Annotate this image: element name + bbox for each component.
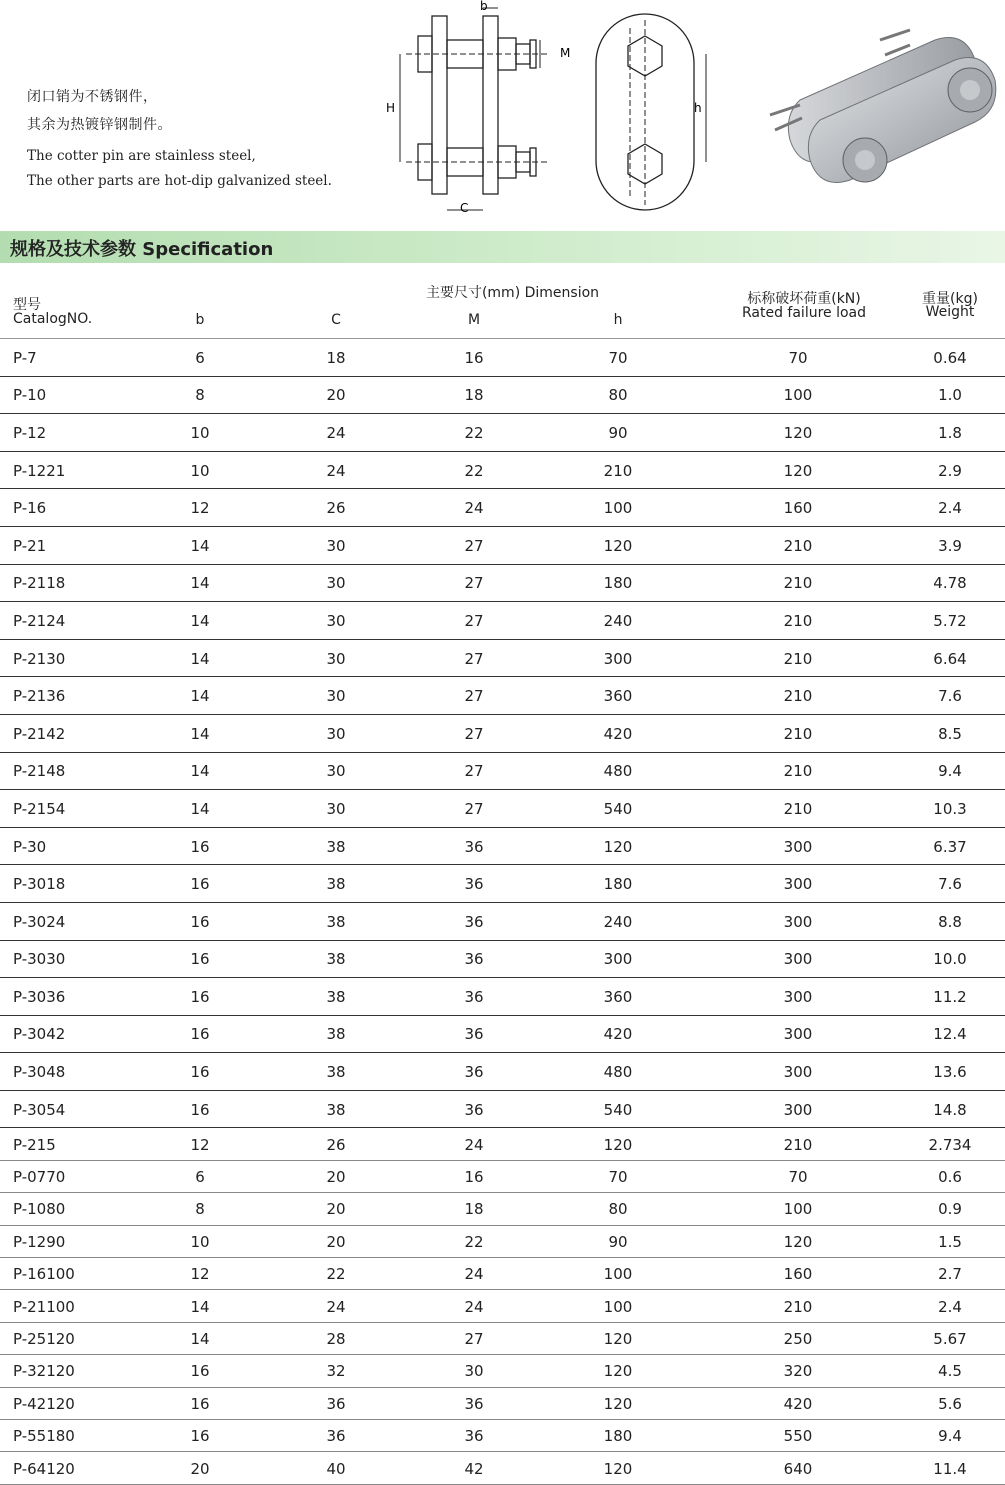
h-value: 70 [608,1168,628,1187]
table-row [0,602,1005,640]
h-value: 360 [603,987,633,1006]
header-c: C [331,312,341,328]
rated-load-value: 210 [783,724,813,743]
h-value: 120 [603,1394,633,1413]
weight-value: 0.64 [933,348,967,367]
catalog-no: P-2148 [13,762,66,781]
catalog-no: P-21100 [13,1297,75,1316]
h-value: 420 [603,1025,633,1044]
weight-value: 13.6 [933,1063,967,1082]
table-row [0,1355,1005,1387]
weight-value: 1.8 [938,423,962,442]
c-value: 20 [326,386,346,405]
note-cn-line-1: 闭口销为不锈钢件， [27,89,158,105]
b-value: 16 [190,1100,210,1119]
b-value: 6 [195,1168,205,1187]
rated-load-value: 300 [783,875,813,894]
catalog-no: P-12 [13,423,47,442]
m-value: 42 [464,1459,484,1478]
c-value: 30 [326,799,346,818]
catalog-no: P-21 [13,536,47,555]
catalog-no: P-3036 [13,987,66,1006]
rated-load-value: 300 [783,1100,813,1119]
rated-load-value: 160 [783,499,813,518]
catalog-no: P-2142 [13,724,66,743]
rated-load-value: 100 [783,1200,813,1219]
h-value: 180 [603,574,633,593]
c-value: 30 [326,536,346,555]
b-value: 14 [190,1330,210,1348]
header-dimension: 主要尺寸(mm) Dimension [425,285,600,301]
table-row [0,1420,1005,1452]
c-value: 38 [326,875,346,894]
catalog-no: P-42120 [13,1394,75,1413]
b-value: 14 [190,536,210,555]
header-weight-en: Weight [925,304,975,320]
table-row [0,489,1005,527]
table-row [0,1128,1005,1160]
h-value: 540 [603,1100,633,1119]
section-header-band [0,231,1005,263]
m-value: 36 [464,837,484,856]
catalog-no: P-3048 [13,1063,66,1082]
rated-load-value: 210 [783,1135,813,1154]
h-value: 120 [603,1135,633,1154]
c-value: 26 [326,1135,346,1154]
table-row [0,565,1005,603]
catalog-no: P-3042 [13,1025,66,1044]
b-value: 14 [190,687,210,706]
label-C: C [460,201,469,215]
weight-value: 0.9 [938,1200,962,1219]
rated-load-value: 550 [783,1427,813,1446]
table-row [0,1452,1005,1484]
weight-value: 12.4 [933,1025,967,1044]
label-h: h [694,101,702,115]
h-value: 420 [603,724,633,743]
m-value: 24 [464,1297,484,1316]
h-value: 210 [603,461,633,480]
m-value: 27 [464,649,484,668]
header-load-en: Rated failure load [741,305,867,321]
table-row [0,414,1005,452]
catalog-no: P-32120 [13,1362,75,1381]
c-value: 30 [326,687,346,706]
weight-value: 2.9 [938,461,962,480]
weight-value: 9.4 [938,762,962,781]
h-value: 90 [608,423,628,442]
b-value: 16 [190,1025,210,1044]
table-row [0,941,1005,979]
note-cn-line-2: 其余为热镀锌钢制件。 [27,117,172,133]
m-value: 24 [464,499,484,518]
b-value: 10 [190,423,210,442]
weight-value: 6.64 [933,649,967,668]
catalog-no: P-2130 [13,649,66,668]
rated-load-value: 100 [783,386,813,405]
h-value: 120 [603,1330,633,1348]
b-value: 14 [190,724,210,743]
weight-value: 9.4 [938,1427,962,1446]
rated-load-value: 210 [783,649,813,668]
m-value: 36 [464,875,484,894]
table-row [0,790,1005,828]
rated-load-value: 120 [783,461,813,480]
rated-load-value: 300 [783,837,813,856]
h-value: 100 [603,499,633,518]
b-value: 16 [190,912,210,931]
c-value: 40 [326,1459,346,1478]
label-b: b [480,0,488,13]
catalog-no: P-64120 [13,1459,75,1478]
c-value: 38 [326,950,346,969]
table-row [0,715,1005,753]
catalog-no: P-1290 [13,1232,66,1251]
c-value: 30 [326,649,346,668]
weight-value: 1.0 [938,386,962,405]
c-value: 38 [326,912,346,931]
h-value: 120 [603,1362,633,1381]
weight-value: 7.6 [938,687,962,706]
table-row [0,903,1005,941]
catalog-no: P-10 [13,386,47,405]
weight-value: 14.8 [933,1100,967,1119]
header-m: M [467,312,481,328]
m-value: 24 [464,1265,484,1284]
label-H: H [386,101,396,115]
h-value: 240 [603,912,633,931]
c-value: 20 [326,1200,346,1219]
c-value: 30 [326,611,346,630]
b-value: 14 [190,799,210,818]
header-weight-cn: 重量(kg) [922,291,978,307]
table-row [0,677,1005,715]
h-value: 300 [603,950,633,969]
h-value: 100 [603,1297,633,1316]
rated-load-value: 640 [783,1459,813,1478]
table-row [0,865,1005,903]
catalog-no: P-0770 [13,1168,66,1187]
catalog-no: P-7 [13,348,37,367]
rated-load-value: 300 [783,987,813,1006]
rated-load-value: 210 [783,536,813,555]
label-M: M [560,46,571,60]
c-value: 36 [326,1394,346,1413]
b-value: 16 [190,1063,210,1082]
m-value: 27 [464,611,484,630]
m-value: 24 [464,1135,484,1154]
header-catalog-cn: 型号 [13,297,41,313]
table-row [0,1323,1005,1355]
rated-load-value: 70 [788,1168,808,1187]
m-value: 22 [464,423,484,442]
b-value: 14 [190,611,210,630]
catalog-no: P-1221 [13,461,66,480]
b-value: 16 [190,837,210,856]
catalog-no: P-25120 [13,1330,75,1348]
table-row [0,452,1005,490]
b-value: 16 [190,1362,210,1381]
table-row [0,1290,1005,1322]
note-en-line-2: The other parts are hot-dip galvanized steel. [27,173,332,189]
c-value: 20 [326,1168,346,1187]
weight-value: 6.37 [933,837,967,856]
weight-value: 4.5 [938,1362,962,1381]
h-value: 180 [603,1427,633,1446]
product-photo [760,20,1000,200]
weight-value: 11.4 [933,1459,967,1478]
catalog-no: P-2154 [13,799,66,818]
h-value: 540 [603,799,633,818]
header-area [0,0,1005,228]
b-value: 6 [195,348,205,367]
c-value: 24 [326,461,346,480]
table-row [0,1258,1005,1290]
c-value: 38 [326,1025,346,1044]
weight-value: 1.5 [938,1232,962,1251]
weight-value: 0.6 [938,1168,962,1187]
c-value: 30 [326,762,346,781]
h-value: 120 [603,1459,633,1478]
catalog-no: P-16 [13,499,47,518]
catalog-no: P-2136 [13,687,66,706]
rated-load-value: 210 [783,574,813,593]
b-value: 16 [190,987,210,1006]
m-value: 27 [464,799,484,818]
m-value: 30 [464,1362,484,1381]
c-value: 20 [326,1232,346,1251]
rated-load-value: 120 [783,1232,813,1251]
weight-value: 8.8 [938,912,962,931]
b-value: 20 [190,1459,210,1478]
rated-load-value: 70 [788,348,808,367]
rated-load-value: 300 [783,1025,813,1044]
catalog-no: P-16100 [13,1265,75,1284]
catalog-no: P-3030 [13,950,66,969]
rated-load-value: 210 [783,762,813,781]
b-value: 8 [195,1200,205,1219]
h-value: 180 [603,875,633,894]
rated-load-value: 320 [783,1362,813,1381]
h-value: 480 [603,762,633,781]
rated-load-value: 160 [783,1265,813,1284]
b-value: 14 [190,1297,210,1316]
m-value: 16 [464,1168,484,1187]
weight-value: 3.9 [938,536,962,555]
c-value: 38 [326,837,346,856]
table-row [0,640,1005,678]
weight-value: 5.6 [938,1394,962,1413]
rated-load-value: 300 [783,950,813,969]
m-value: 22 [464,1232,484,1251]
table-row [0,339,1005,377]
b-value: 14 [190,574,210,593]
table-row [0,1193,1005,1225]
weight-value: 5.72 [933,611,967,630]
header-load-cn: 标称破坏荷重(kN) [747,291,861,307]
h-value: 80 [608,386,628,405]
h-value: 100 [603,1265,633,1284]
c-value: 18 [326,348,346,367]
c-value: 24 [326,1297,346,1316]
rated-load-value: 120 [783,423,813,442]
m-value: 22 [464,461,484,480]
weight-value: 8.5 [938,724,962,743]
rated-load-value: 300 [783,1063,813,1082]
catalog-no: P-30 [13,837,47,856]
weight-value: 10.3 [933,799,967,818]
table-header [0,276,1005,339]
table-row [0,978,1005,1016]
table-row [0,377,1005,415]
m-value: 36 [464,1100,484,1119]
b-value: 14 [190,649,210,668]
m-value: 36 [464,1427,484,1446]
c-value: 22 [326,1265,346,1284]
c-value: 26 [326,499,346,518]
h-value: 480 [603,1063,633,1082]
h-value: 120 [603,837,633,856]
spec-table-body [0,339,1005,1485]
weight-value: 11.2 [933,987,967,1006]
weight-value: 7.6 [938,875,962,894]
table-row [0,1091,1005,1129]
table-row [0,527,1005,565]
b-value: 12 [190,1265,210,1284]
table-row [0,1161,1005,1193]
table-row [0,753,1005,791]
table-row [0,1226,1005,1258]
rated-load-value: 300 [783,912,813,931]
note-en-line-1: The cotter pin are stainless steel, [27,148,256,164]
catalog-no: P-3024 [13,912,66,931]
catalog-no: P-1080 [13,1200,66,1219]
m-value: 36 [464,950,484,969]
h-value: 90 [608,1232,628,1251]
b-value: 16 [190,1427,210,1446]
weight-value: 2.4 [938,1297,962,1316]
h-value: 80 [608,1200,628,1219]
b-value: 16 [190,875,210,894]
m-value: 18 [464,386,484,405]
weight-value: 2.4 [938,499,962,518]
b-value: 10 [190,461,210,480]
weight-value: 2.734 [928,1135,972,1154]
catalog-no: P-2118 [13,574,66,593]
m-value: 36 [464,1394,484,1413]
m-value: 36 [464,987,484,1006]
m-value: 27 [464,536,484,555]
m-value: 18 [464,1200,484,1219]
weight-value: 4.78 [933,574,967,593]
m-value: 27 [464,1330,484,1348]
table-row [0,1016,1005,1054]
header-b: b [195,312,205,328]
c-value: 38 [326,987,346,1006]
h-value: 300 [603,649,633,668]
catalog-no: P-3018 [13,875,66,894]
table-row [0,828,1005,866]
technical-drawing [380,0,730,225]
section-title: 规格及技术参数 Specification [10,239,274,260]
rated-load-value: 210 [783,1297,813,1316]
b-value: 10 [190,1232,210,1251]
rated-load-value: 210 [783,799,813,818]
table-row [0,1053,1005,1091]
h-value: 360 [603,687,633,706]
h-value: 240 [603,611,633,630]
weight-value: 5.67 [933,1330,967,1348]
b-value: 8 [195,386,205,405]
m-value: 36 [464,912,484,931]
m-value: 36 [464,1025,484,1044]
b-value: 12 [190,1135,210,1154]
m-value: 27 [464,724,484,743]
weight-value: 10.0 [933,950,967,969]
m-value: 36 [464,1063,484,1082]
b-value: 16 [190,950,210,969]
c-value: 30 [326,724,346,743]
m-value: 16 [464,348,484,367]
rated-load-value: 210 [783,687,813,706]
c-value: 30 [326,574,346,593]
m-value: 27 [464,762,484,781]
table-row [0,1388,1005,1420]
catalog-no: P-55180 [13,1427,75,1446]
catalog-no: P-2124 [13,611,66,630]
catalog-no: P-3054 [13,1100,66,1119]
header-h: h [613,312,623,328]
weight-value: 2.7 [938,1265,962,1284]
c-value: 38 [326,1100,346,1119]
rated-load-value: 420 [783,1394,813,1413]
catalog-no: P-215 [13,1135,56,1154]
m-value: 27 [464,687,484,706]
h-value: 70 [608,348,628,367]
c-value: 38 [326,1063,346,1082]
b-value: 16 [190,1394,210,1413]
m-value: 27 [464,574,484,593]
b-value: 12 [190,499,210,518]
c-value: 24 [326,423,346,442]
c-value: 32 [326,1362,346,1381]
header-catalog-en: CatalogNO. [13,311,93,327]
c-value: 28 [326,1330,346,1348]
rated-load-value: 250 [783,1330,813,1348]
h-value: 120 [603,536,633,555]
rated-load-value: 210 [783,611,813,630]
b-value: 14 [190,762,210,781]
c-value: 36 [326,1427,346,1446]
